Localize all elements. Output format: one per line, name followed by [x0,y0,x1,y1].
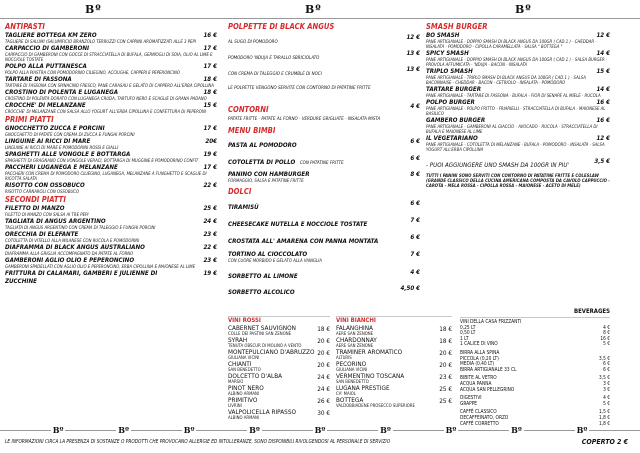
menu-item [5,218,217,231]
section-polpette: POLPETTE DI BLACK ANGUS [228,22,335,31]
header-logo-left: Bº [85,3,102,16]
wine-price: 20 € [439,349,452,357]
wine-price: 20 € [317,337,330,345]
beverage-price: 3 € [603,381,610,387]
beverage-label: BIRRA ARTIGIANALE 33 CL [460,367,517,373]
wine-name: VALPOLICELLA RIPASSO [228,408,297,416]
item-name: TARTARE DI FASSONA [5,76,72,83]
menu-item [228,214,420,231]
item-price: 16 € [203,32,217,39]
menu-item [5,270,217,286]
menu-item [228,266,420,283]
section-contorni: CONTORNI [228,105,269,114]
footer-separator [0,426,640,435]
cover-charge: COPERTO 2 € [581,438,628,446]
item-price: 6 € [410,234,420,241]
left-column [5,22,217,286]
header-logo-right: Bº [515,3,532,16]
wine-price: 18 € [439,325,452,333]
item-name: AL SUGO DI POMODORO [228,40,278,45]
menu-item [228,32,420,48]
item-sub: FORMAGGIO, SALSA E PATATINE FRITTE [228,179,304,184]
beverage-label: 1 LT [460,336,469,342]
item-price: 17 € [203,164,217,171]
section-menu-bimbi: MENU BIMBI [228,126,276,135]
wine-price: 24 € [317,373,330,381]
beverage-price: 1,8 € [599,421,610,427]
beverage-label: ACQUA PANNA [460,381,492,387]
beverage-price: 4 € [603,396,610,402]
addon-price: 3,5 € [594,158,610,165]
item-price: 22 € [203,182,217,189]
wine-name: PRIMITIVO [228,396,258,404]
item-name: SORBETTO ALCOLICO [228,289,295,296]
footer-logo: Bº [511,425,522,435]
item-name: GNOCCHETTO ZUCCA E PORCINI [5,125,105,132]
item-price: 16 € [596,117,610,124]
menu-item [228,153,420,170]
item-desc: CARPACCIO DI GAMBERONI CON GOCCE DI STRACCIATELLA DI BUFALA, GERMOGLI DI SOIA, OLIO AL LIME E NOCCIOLE TOSTATE [5,53,213,63]
menu-item [5,76,217,89]
item-price: 17 € [203,125,217,132]
wine-name: CHIANTI [228,360,252,368]
item-price: 19 € [203,151,217,158]
item-price: 18 € [203,89,217,96]
menu-item [5,244,217,257]
item-price: 15 € [203,102,217,109]
item-price: 6 € [410,138,420,145]
section-dolci: DOLCI [228,187,252,196]
beverage-price: 4 € [603,325,610,331]
footer-logo: Bº [445,425,457,435]
item-price: 8 € [410,171,420,178]
polpette-note: LE POLPETTE VENGONO SERVITE CON CONTORNO DI PATATINE FRITTE [228,86,371,91]
wine-name: PECORINO [336,360,367,368]
wine-name: CABERNET SAUVIGNON [228,324,296,332]
item-price: 7 € [410,217,420,224]
wine-price: 25 € [439,397,452,405]
item-price: 13 € [406,66,420,73]
white-wine-list [336,316,452,409]
beverage-price: 1,8 € [599,415,610,421]
item-price: 18 € [203,76,217,83]
wine-producer: GIULIANA VICINI [228,356,260,361]
wine-name: PINOT NERO [228,384,264,392]
menu-item [5,102,217,115]
item-price: 14 € [596,86,610,93]
menu-item [5,45,217,63]
wine-producer: CA' MAIOL [336,392,356,397]
menu-item [5,89,217,102]
item-name: CARPACCIO DI GAMBERONI [5,45,90,52]
menu-item [426,86,610,99]
menu-item [228,64,420,80]
item-desc: GNOCCHETTO DI PATATE CON CREMA DI ZUCCA E FUNGHI PORCINI [5,133,135,138]
footer-logo: Bº [380,425,391,435]
item-name: CROSTINO DI POLENTA E LUGANEGA [5,89,118,96]
header-logo-center: Bº [305,3,322,16]
beverage-label: CAFFÈ CORRETTO [460,421,499,427]
wine-producer: ALBINO ARMANI [228,416,260,421]
beverage-label: ACQUA SAN PELLEGRINO [460,387,515,393]
beverage-label: VINI DELLA CASA FRIZZANTI [460,320,522,325]
item-name: TARTARE BURGER [426,86,481,93]
footer-logo: Bº [183,425,195,435]
beverage-row [460,368,610,374]
wine-producer: SAN BENEDETTO [228,368,261,373]
footer-logo: Bº [249,425,260,435]
beverage-price: 3,5 € [599,376,610,382]
wine-price: 26 € [317,397,330,405]
wine-producer: AERE SAN ZENONE [336,344,374,349]
wine-producer: GIULIANA VICINI [336,368,368,373]
beverage-row [460,402,610,408]
item-name: COTOLETTA DI POLLO [228,159,296,166]
menu-item [5,125,217,138]
menu-item [228,197,420,214]
contorni-header [228,101,420,115]
wine-producer: VALDOBBIADENE PROSECCO SUPERIORE [336,404,415,409]
beverage-price: 1,5 € [599,410,610,416]
item-name: LINGUINE AI RICCI DI MARE [5,138,91,145]
item-price: 24 € [203,218,217,225]
item-name: PACCHERI LUGANEGA E MELANZANE [5,164,118,171]
item-price: 16 € [596,99,610,106]
menu-item [5,63,217,76]
section-antipasti: ANTIPASTI [5,22,45,31]
item-name: IL VEGETARIANO [426,135,478,142]
item-desc: FILETTO DI MANZO CON SALSA AI TRE PEPI [5,213,89,218]
item-sub: CON CUORE MORBIDO E GELATO ALLA VANIGLIA [228,259,322,264]
item-price: 13 € [406,50,420,57]
menu-item [228,231,420,248]
beverage-label: CAFFÈ CLASSICO [460,410,497,416]
menu-item [5,205,217,218]
menu-item [426,68,610,86]
item-price: 12 € [596,32,610,39]
middle-column [228,22,420,298]
item-name: GAMBERONI AGLIO OLIO E PEPERONCINO [5,257,135,264]
beverage-price: 3,5 € [599,356,610,362]
beverage-label: GRAPPE [460,401,478,407]
menu-item [426,99,610,117]
item-name: BO SMASH [426,32,460,39]
item-price: 17 € [203,63,217,70]
item-name: FRITTURA DI CALAMARI, GAMBERI E JULIENNE DI ZUCCHINE [5,270,158,285]
menu-item [5,182,217,195]
menu-item [426,32,610,50]
menu-item [5,164,217,182]
item-desc: COTOLETTA DI VITELLO ALLA MILANESE CON RUCOLA E POMODORINI [5,239,140,244]
menu-item [228,136,420,153]
beverage-price: 5 € [603,342,610,348]
wine-name: DOLCETTO D'ALBA [228,372,283,380]
beverage-label: BIBITE AL VETRO [460,376,497,382]
footer-logo: Bº [576,425,588,435]
item-desc: TARTARE DI FASSONA CON SPINACINO FRESCO, PANE CARASAU E GELATO DI CAPPERO ALL'ERBA CIPOLLINA [5,84,214,89]
item-desc: PANE ARTIGIANALE - POLPO FRITTO - FRIARIELLI - STRACCIATELLA DI BUFALA - MAIONESE AL BASILICO [426,107,606,117]
addon-label: - PUOI AGGIUNGERE UNO SMASH DA 100GR IN PIU' [426,162,569,169]
menu-item [5,32,217,45]
beverages-list [460,308,610,427]
wine-name: TRAMINER AROMATICO [336,348,403,356]
item-name: SORBETTO AL LIMONE [228,273,298,280]
menu-item [228,283,420,298]
item-name: CROCCHE' DI MELANZANE [5,102,86,109]
item-desc: RISOTTO CARNAROLI CON OSSOBUCO [5,190,80,195]
beverage-label: MEDIA (0,40 LT) [460,362,495,368]
item-name: POLPO BURGER [426,99,475,106]
menu-item [5,151,217,164]
wine-name: VERMENTINO TOSCANA [336,372,405,380]
beverage-label: DECAFFEINATO, ORZO [460,415,509,421]
wine-price: 25 € [439,385,452,393]
wine-price: 18 € [439,337,452,345]
wine-producer: ALBINO ARMANI [228,392,260,397]
wine-item [336,397,452,409]
menu-item [426,50,610,68]
wine-producer: AERE SAN ZENONE [336,332,374,337]
item-name: GAMBERO BURGER [426,117,486,124]
beverages-rows [460,317,610,427]
item-price: 12 € [406,34,420,41]
item-desc: CROSTINO DI POLENTA DORATO CON LUGANEGA CRUDA, TARTUFO NERO E SCAGLIE DI GRANA PADANO [5,97,207,102]
beverage-row [460,342,610,348]
wine-price: 18 € [317,325,330,333]
beverage-row [460,388,610,394]
beverage-price: 8 € [603,331,610,337]
item-price: 22 € [203,244,217,251]
beverage-label: 0,50 LT [460,331,476,337]
contorni-desc: PATATE FRITTE - PATATE AL FORNO - VERDURE GRIGLIATE - INSALATA MISTA [228,117,381,122]
section-secondi: SECONDI PIATTI [5,195,66,204]
item-name: POMODORO 'NDUJA E TARALLO SBRICIOLATO [228,56,320,61]
menu-item [228,170,420,184]
item-name: CHEESECAKE NUTELLA E NOCCIOLE TOSTATE [228,221,368,228]
red-wine-list [228,316,330,421]
wine-name: BOTTEGA [336,396,364,404]
menu-item [228,251,420,264]
beverages-title: BEVERAGES [573,308,610,315]
item-desc: SPAGHETTI DI GRAGNANO CON VONGOLE VERACI, BOTTARGA DI MUGGINE E POMODORINO CONFIT [5,159,199,164]
item-price: 4,50 € [400,285,420,292]
beverage-label: 0,25 LT [460,325,476,331]
wine-producer: SAN BENEDETTO [336,380,369,385]
item-name: CROSTATA ALL' AMARENA CON PANNA MONTATA [228,238,379,245]
item-desc: POLPO ALLA PIASTRA CON POMODORINO CILIEGINO, ACCIUGHE, CAPPERI E PEPERONCINO [5,71,180,76]
item-name: SPICY SMASH [426,50,469,57]
wine-price: 20 € [317,361,330,369]
beverage-price: 6 € [603,362,610,368]
item-desc: PACCHERI CON CREMA DI POMODORO CILIEGINO, LUGANEGA, MELANZANE A FUNGHETTO E SCAGLIE DI RICOTTA SALATA [5,172,207,182]
item-price: 20€ [205,138,217,145]
item-desc: PANE ARTIGIANALE - DOPPIO SMASH DI BLACK ANGUS DA 100GR ( CAD.1 ) - SALSA BURGER - PROVOLA AFFUMICATA - 'NDUJA - BACON - INSALATA [426,58,608,68]
item-price: 6 € [410,155,420,162]
wine-name: CHARDONNAY [336,336,377,344]
beverage-label: 1 CALICE DI VINO [460,342,498,348]
burger-note: TUTTI I PANINI SONO SERVITI CON CONTORNO DI PATATINE FRITTE E COLESLAW (GRANDE CLASSICO DELLA CUCINA AMERICANA COMPOSTA DA CAVOLO CAPPUCCIO - CAROTA - MELA ROSSA - CIPOLLA ROSSA - MAIONESE - ACETO DI MELE) [426,174,610,189]
item-price: 14 € [596,50,610,57]
wine-producer: ALTURIS [336,356,352,361]
red-wine-title: VINI ROSSI [228,317,261,324]
item-desc: PANE ARTIGIANALE - TRIPLO SMASH DI BLACK ANGUS DA 100GR ( CAD.1 ) - SALSA BACONNAISE - CHEDDAR - BACON - CETRIOLO - INSALATA - POMODORO [426,76,586,86]
item-name: SPAGHETTI ALLE VONGOLE E BOTTARGA [5,151,131,158]
item-price: 19 € [203,270,217,277]
item-price: 17 € [203,45,217,52]
beverage-label: DIGESTIVI [460,396,482,402]
addon-row [426,156,610,172]
white-wine-title: VINI BIANCHI [336,317,376,324]
item-name: CON CREMA DI TALEGGIO E CRUMBLE DI NOCI [228,72,322,77]
wine-price: 30 € [317,409,330,417]
item-desc: PANE ARTIGIANALE - COTOLETTA DI MELANZANE - BUFALA - POMODORO - INSALATA - SALSA YOGURT ALL'ERBA CIPOLLINA [426,143,605,153]
menu-item [5,231,217,244]
item-name: FILETTO DI MANZO [5,205,65,212]
item-desc: LINGUINE AI RICCI DI MARE E POMODORINI ROSSI E GIALLI [5,146,119,151]
item-name: PANINO CON HAMBURGER [228,171,310,178]
wine-name: MONTEPULCIANO D'ABRUZZO [228,348,315,356]
menu-item [228,48,420,64]
wine-producer: LIVRINI [228,404,242,409]
wine-price: 20 € [317,349,330,357]
beverage-label: BIRRA ALLA SPINA [460,350,500,356]
item-desc: DIAFRAMMA ALLA GRIGLIA ACCOMPAGNATO DA PATATE AL FORNO [5,252,134,257]
menu-item [426,135,610,153]
item-name: TIRAMISÙ [228,204,259,211]
item-desc: TAGLIATA DI ANGUS ARGENTINO CON CREMA DI TALEGGIO E FUNGHI PORCINI [5,226,156,231]
footer-logo: Bº [314,425,326,435]
beverage-price: 6 € [603,367,610,373]
footer-logo: Bº [52,425,64,435]
item-desc: CROCCHE' DI MELANZANE CON SALSA ALLO YOGURT ALL'ERBA CIPOLLINA E CONFETTURA DI PEPERONI [5,110,206,115]
beverage-price: 3 € [603,387,610,393]
item-price: 7 € [410,251,420,258]
item-price: 23 € [203,231,217,238]
section-primi: PRIMI PIATTI [5,115,54,124]
item-price: 12 € [596,135,610,142]
item-price: 4 € [410,269,420,276]
item-price: 15 € [596,68,610,75]
wine-name: FALANGHINA [336,324,373,332]
item-name: RISOTTO CON OSSOBUCO [5,182,85,189]
item-name: DIAFRAMMA DI BLACK ANGUS AUSTRALIANO [5,244,145,251]
wine-name: LUGANA PRESTIGE [336,384,390,392]
item-price: 4 € [410,103,420,110]
item-desc: PANE ARTIGIANALE - GAMBERONI AL GIACCIO - AVOCADO - RUCOLA - STRACCIATELLA DI BUFALA E MAIONESE AL LIME [426,125,598,135]
item-price: 23 € [203,257,217,264]
item-desc: GAMBERONI SPADELLATI CON AGLIO OLIO E PEPERONCINO, ERBA CIPOLLINA E MAIONESE AL LIME [5,265,196,270]
beverage-price: 16 € [600,336,610,342]
allergen-info: LE INFORMAZIONI CIRCA LA PRESENZA DI SOSTANZE O PRODOTTI CHE PROVOCANO ALLERGIE ED INTOLLERANZE, SONO DISPONIBILI RIVOLGENDOSI AL PERSONALE DI SERVIZIO [5,440,391,445]
wine-producer: MARSIO [228,380,244,385]
item-name: ORECCHIA DI ELEFANTE [5,231,79,238]
menu-item [426,117,610,135]
wine-price: 23 € [439,373,452,381]
item-name: TAGLIERE BOTTEGA KM ZERO [5,32,97,39]
section-smash-burger: SMASH BURGER [426,22,488,31]
wine-producer: TENUTA OBSCUR DI MOLINO A VENTO [228,344,302,349]
item-name: POLPO ALLA PUTTANESCA [5,63,87,70]
item-desc: PANE ARTIGIANALE - TARTARE DI FASSONA - BUFALA - FIOR DI SENAPE AL MIELE - RUCOLA [426,94,601,99]
wine-item [228,409,330,421]
beverage-label: PICCOLA (0,20 LT) [460,356,499,362]
footer-logo: Bº [118,425,129,435]
right-column [426,22,610,189]
menu-item [5,138,217,151]
item-name: TAGLIATA DI ANGUS ARGENTINO [5,218,106,225]
wine-price: 20 € [439,361,452,369]
item-sub: CON PATATINE FRITTE [299,161,344,166]
menu-item [5,257,217,270]
wine-price: 24 € [317,385,330,393]
wine-name: SYRAH [228,336,248,344]
item-desc: TAGLIERE DI SALUMI (SALUMIFICIO BRANZOLO TERRUZZI CON CAPRINI AROMATIZZATI ALLE 3 PEPI [5,40,196,45]
item-name: TRIPLO SMASH [426,68,473,75]
item-price: 25 € [203,205,217,212]
item-price: 6 € [410,200,420,207]
wine-producer: COLLE DEI PASTINI SAN ZENONE [228,332,292,337]
item-name: PASTA AL POMODORO [228,142,297,149]
item-name: TORTINO AL CIOCCOLATO [228,251,308,258]
item-desc: PANE ARTIGIANALE - DOPPIO SMASH DI BLACK ANGUS DA 100GR ( CAD.1 ) - CHEDDAR - INSALATA - POMODORO - CIPOLLA CARAMELLATA - SALSA " BOTTEGA " [426,40,597,50]
beverage-price: 5 € [603,401,610,407]
